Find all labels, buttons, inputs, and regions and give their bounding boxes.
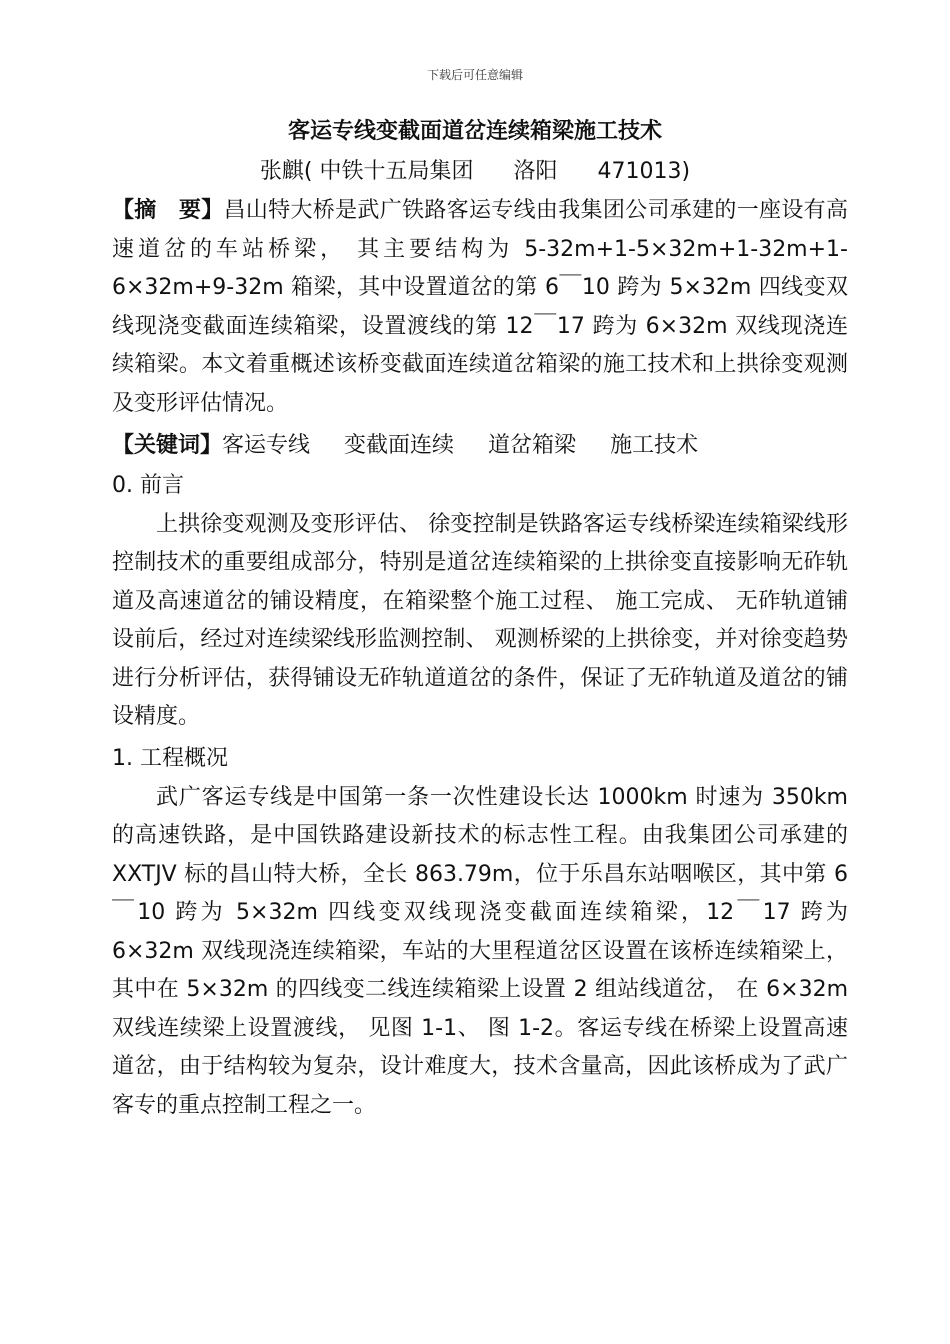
section-heading: 0. 前言 <box>112 472 184 498</box>
author-postcode: 471013) <box>597 159 691 184</box>
document-body <box>112 192 848 1125</box>
keyword-item: 施工技术 <box>610 433 699 458</box>
author-line <box>0 154 950 185</box>
abstract-text: 昌山特大桥是武广铁路客运专线由我集团公司承建的一座设有高速道岔的车站桥梁， 其主要结构为 5-32m+1-5×32m+1-32m+1-6×32m+9-32m 箱梁，其中设置道岔的第 6￣10 跨为 5×32m 四线变双线现浇变截面连续箱梁，设置渡线的第 12￣17 跨为 6×32m 双线现浇连续箱梁。本文着重概述该桥变截面连续道岔箱梁的施工技术和上拱徐变观测及变形评估情况。 <box>112 198 848 416</box>
keyword-item: 道岔箱梁 <box>488 433 577 458</box>
section-paragraph: 上拱徐变观测及变形评估、 徐变控制是铁路客运专线桥梁连续箱梁线形控制技术的重要组成部分，特别是道岔连续箱梁的上拱徐变直接影响无砟轨道及高速道岔的铺设精度，在箱梁整个施工过程、 施工完成、 无砟轨道铺设前后，经过对连续梁线形监测控制、 观测桥梁的上拱徐变，并对徐变趋势进行分析评估，获得铺设无砟轨道道岔的条件，保证了无砟轨道及道岔的铺设精度。 <box>112 511 848 729</box>
author-city: 洛阳 <box>513 159 558 184</box>
abstract-label: 【摘 要】 <box>112 198 224 223</box>
keyword-item: 变截面连续 <box>344 433 455 458</box>
section-paragraph: 武广客运专线是中国第一条一次性建设长达 1000km 时速为 350km 的高速铁路，是中国铁路建设新技术的标志性工程。由我集团公司承建的 XXTJV 标的昌山特大桥，全长 863.79m，位于乐昌东站咽喉区，其中第 6￣10 跨为 5×32m 四线变双线现浇变截面连续箱梁，12￣17 跨为 6×32m 双线现浇连续箱梁，车站的大里程道岔区设置在该桥连续箱梁上，其中在 5×32m 的四线变二线连续箱梁上设置 2 组站线道岔， 在 6×32m 双线连续梁上设置渡线， 见图 1-1、 图 1-2。客运专线在桥梁上设置高速道岔，由于结构较为复杂，设计难度大，技术含量高，因此该桥成为了武广客专的重点控制工程之一。 <box>112 784 848 1118</box>
section-heading: 1. 工程概况 <box>112 745 228 771</box>
author-name: 张麒( 中铁十五局集团 <box>259 159 474 184</box>
keywords-line <box>112 427 848 466</box>
keywords-label: 【关键词】 <box>112 433 223 458</box>
header-note: 下载后可任意编辑 <box>426 68 523 82</box>
abstract-paragraph <box>112 192 848 423</box>
keyword-item: 客运专线 <box>222 433 311 458</box>
paper-title: 客运专线变截面道岔连续箱梁施工技术 <box>287 119 662 144</box>
